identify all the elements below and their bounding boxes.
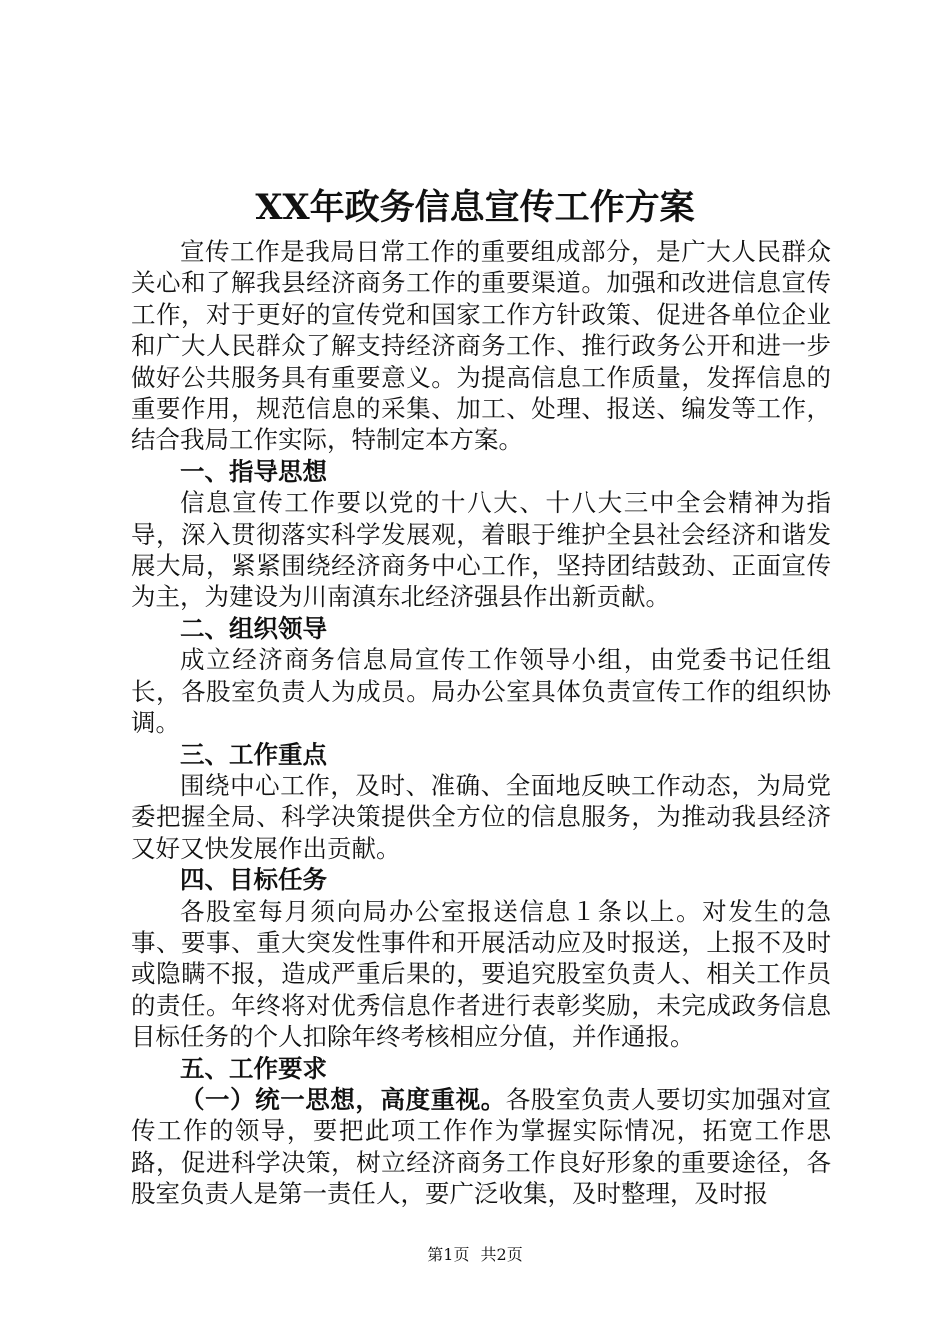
document-body — [131, 236, 831, 1210]
section-paragraph-requirements — [131, 1084, 831, 1210]
section-paragraph-guiding-ideology: 信息宣传工作要以党的十八大、十八大三中全会精神为指导，深入贯彻落实科学发展观，着眼于维护全县社会经济和谐发展大局，紧紧围绕经济商务中心工作，坚持团结鼓劲、正面宣传为主，为建设为川南滇东北经济强县作出新贡献。 — [131, 488, 831, 612]
subsection-lead: （一）统一思想，高度重视。 — [180, 1084, 506, 1114]
section-paragraph-work-focus: 围绕中心工作，及时、准确、全面地反映工作动态，为局党委把握全局、科学决策提供全方位的信息服务，为推动我县经济又好又快发展作出贡献。 — [131, 770, 831, 863]
intro-paragraph: 宣传工作是我局日常工作的重要组成部分，是广大人民群众关心和了解我县经济商务工作的重要渠道。加强和改进信息宣传工作，对于更好的宣传党和国家工作方针政策、促进各单位企业和广大人民群众了解支持经济商务工作、推行政务公开和进一步做好公共服务具有重要意义。为提高信息工作质量，发挥信息的重要作用，规范信息的采集、加工、处理、报送、编发等工作，结合我局工作实际，特制定本方案。 — [131, 237, 831, 455]
section-paragraph-targets: 各股室每月须向局办公室报送信息１条以上。对发生的急事、要事、重大突发性事件和开展活动应及时报送，上报不及时或隐瞒不报，造成严重后果的，要追究股室负责人、相关工作员的责任。年终将对优秀信息作者进行表彰奖励，未完成政务信息目标任务的个人扣除年终考核相应分值，并作通报。 — [131, 896, 831, 1052]
section-heading-organization: 二、组织领导 — [180, 613, 327, 643]
page-number: 第1页 — [427, 1245, 470, 1264]
section-heading-work-focus: 三、工作重点 — [180, 739, 327, 769]
section-heading-requirements: 五、工作要求 — [180, 1053, 327, 1083]
page-footer — [0, 1244, 950, 1266]
document-title: XX年政务信息宣传工作方案 — [255, 187, 695, 228]
section-heading-guiding-ideology: 一、指导思想 — [180, 456, 327, 486]
section-heading-targets: 四、目标任务 — [180, 865, 327, 895]
subsection-text: 各股室负责人要切实加强对宣传工作的领导，要把此项工作作为掌握实际情况，拓宽工作思路，促进科学决策，树立经济商务工作良好形象的重要途径，各股室负责人是第一责任人，要广泛收集，及时整理，及时报 — [131, 1084, 831, 1209]
page-total: 共2页 — [480, 1245, 523, 1264]
section-paragraph-organization: 成立经济商务信息局宣传工作领导小组，由党委书记任组长，各股室负责人为成员。局办公室具体负责宣传工作的组织协调。 — [131, 645, 831, 738]
